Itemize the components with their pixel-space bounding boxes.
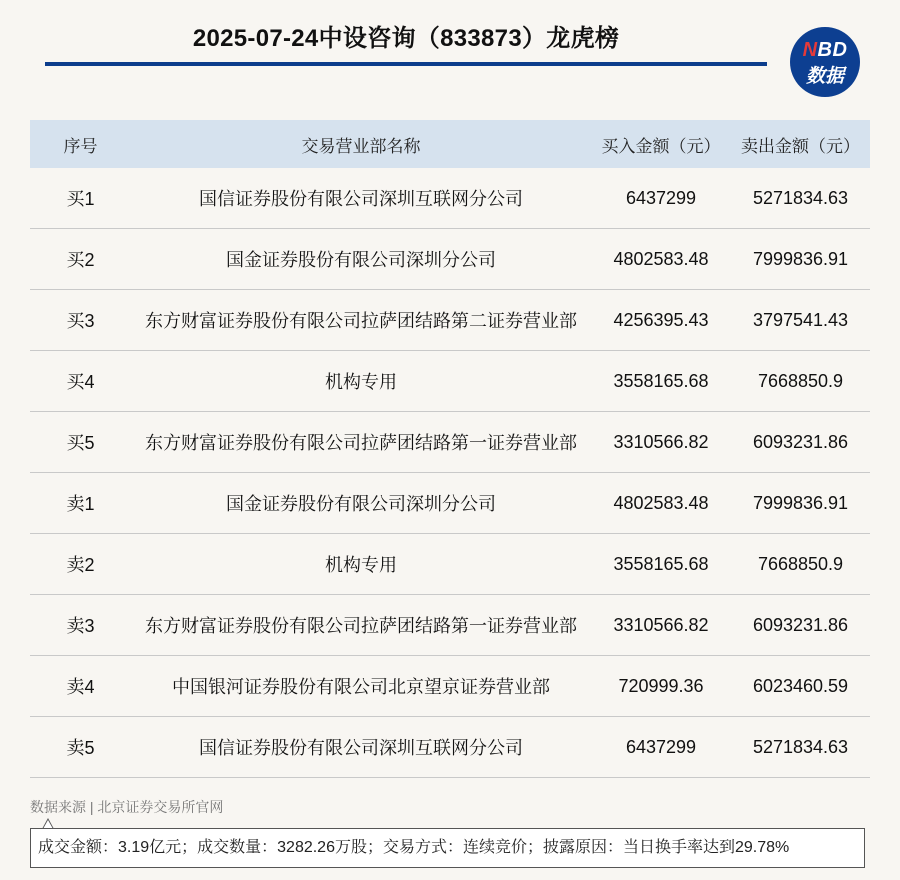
buy-amount: 3310566.82	[591, 412, 731, 473]
table-row	[30, 412, 870, 473]
buy-amount: 720999.36	[591, 656, 731, 717]
buy-amount: 4256395.43	[591, 290, 731, 351]
sell-amount: 7999836.91	[731, 229, 870, 290]
data-source: 数据来源 | 北京证券交易所官网	[30, 799, 224, 815]
row-index: 买2	[30, 229, 131, 290]
row-index: 卖3	[30, 595, 131, 656]
branch-name: 国信证券股份有限公司深圳互联网分公司	[131, 717, 591, 778]
sell-amount: 7668850.9	[731, 534, 870, 595]
table-row	[30, 656, 870, 717]
branch-name: 机构专用	[131, 351, 591, 412]
row-index: 买4	[30, 351, 131, 412]
branch-name: 国信证券股份有限公司深圳互联网分公司	[131, 168, 591, 229]
branch-name: 国金证券股份有限公司深圳分公司	[131, 229, 591, 290]
buy-amount: 3310566.82	[591, 595, 731, 656]
sell-amount: 5271834.63	[731, 168, 870, 229]
table-row	[30, 473, 870, 534]
sell-amount: 7668850.9	[731, 351, 870, 412]
dragon-tiger-table	[30, 120, 870, 778]
branch-name: 东方财富证券股份有限公司拉萨团结路第一证券营业部	[131, 595, 591, 656]
table-row	[30, 717, 870, 778]
buy-amount: 3558165.68	[591, 534, 731, 595]
header-sell-amount: 卖出金额（元）	[731, 120, 870, 168]
table-row	[30, 351, 870, 412]
table-row	[30, 534, 870, 595]
sell-amount: 6093231.86	[731, 595, 870, 656]
row-index: 卖4	[30, 656, 131, 717]
branch-name: 国金证券股份有限公司深圳分公司	[131, 473, 591, 534]
table-row	[30, 595, 870, 656]
sell-amount: 5271834.63	[731, 717, 870, 778]
buy-amount: 6437299	[591, 168, 731, 229]
table-header-row	[30, 120, 870, 168]
logo-wordmark: NBD	[802, 39, 848, 61]
nbd-logo	[790, 27, 860, 97]
buy-amount: 4802583.48	[591, 473, 731, 534]
row-index: 买1	[30, 168, 131, 229]
sell-amount: 7999836.91	[731, 473, 870, 534]
sell-amount: 3797541.43	[731, 290, 870, 351]
branch-name: 中国银河证券股份有限公司北京望京证券营业部	[131, 656, 591, 717]
header-branch-name: 交易营业部名称	[131, 120, 591, 168]
title-underline	[45, 62, 767, 66]
header-index: 序号	[30, 120, 131, 168]
branch-name: 东方财富证券股份有限公司拉萨团结路第二证券营业部	[131, 290, 591, 351]
table-row	[30, 229, 870, 290]
row-index: 买3	[30, 290, 131, 351]
trade-summary-note: 成交金额：3.19亿元；成交数量：3282.26万股；交易方式：连续竞价；披露原因：当日换手率达到29.78%	[30, 828, 865, 868]
branch-name: 东方财富证券股份有限公司拉萨团结路第一证券营业部	[131, 412, 591, 473]
row-index: 卖5	[30, 717, 131, 778]
row-index: 卖2	[30, 534, 131, 595]
buy-amount: 6437299	[591, 717, 731, 778]
header-buy-amount: 买入金额（元）	[591, 120, 731, 168]
row-index: 卖1	[30, 473, 131, 534]
branch-name: 机构专用	[131, 534, 591, 595]
logo-subtitle: 数据	[805, 66, 844, 87]
buy-amount: 3558165.68	[591, 351, 731, 412]
buy-amount: 4802583.48	[591, 229, 731, 290]
sell-amount: 6093231.86	[731, 412, 870, 473]
table-row	[30, 290, 870, 351]
page-title: 2025-07-24中设咨询（833873）龙虎榜	[192, 25, 620, 52]
table-row	[30, 168, 870, 229]
row-index: 买5	[30, 412, 131, 473]
sell-amount: 6023460.59	[731, 656, 870, 717]
